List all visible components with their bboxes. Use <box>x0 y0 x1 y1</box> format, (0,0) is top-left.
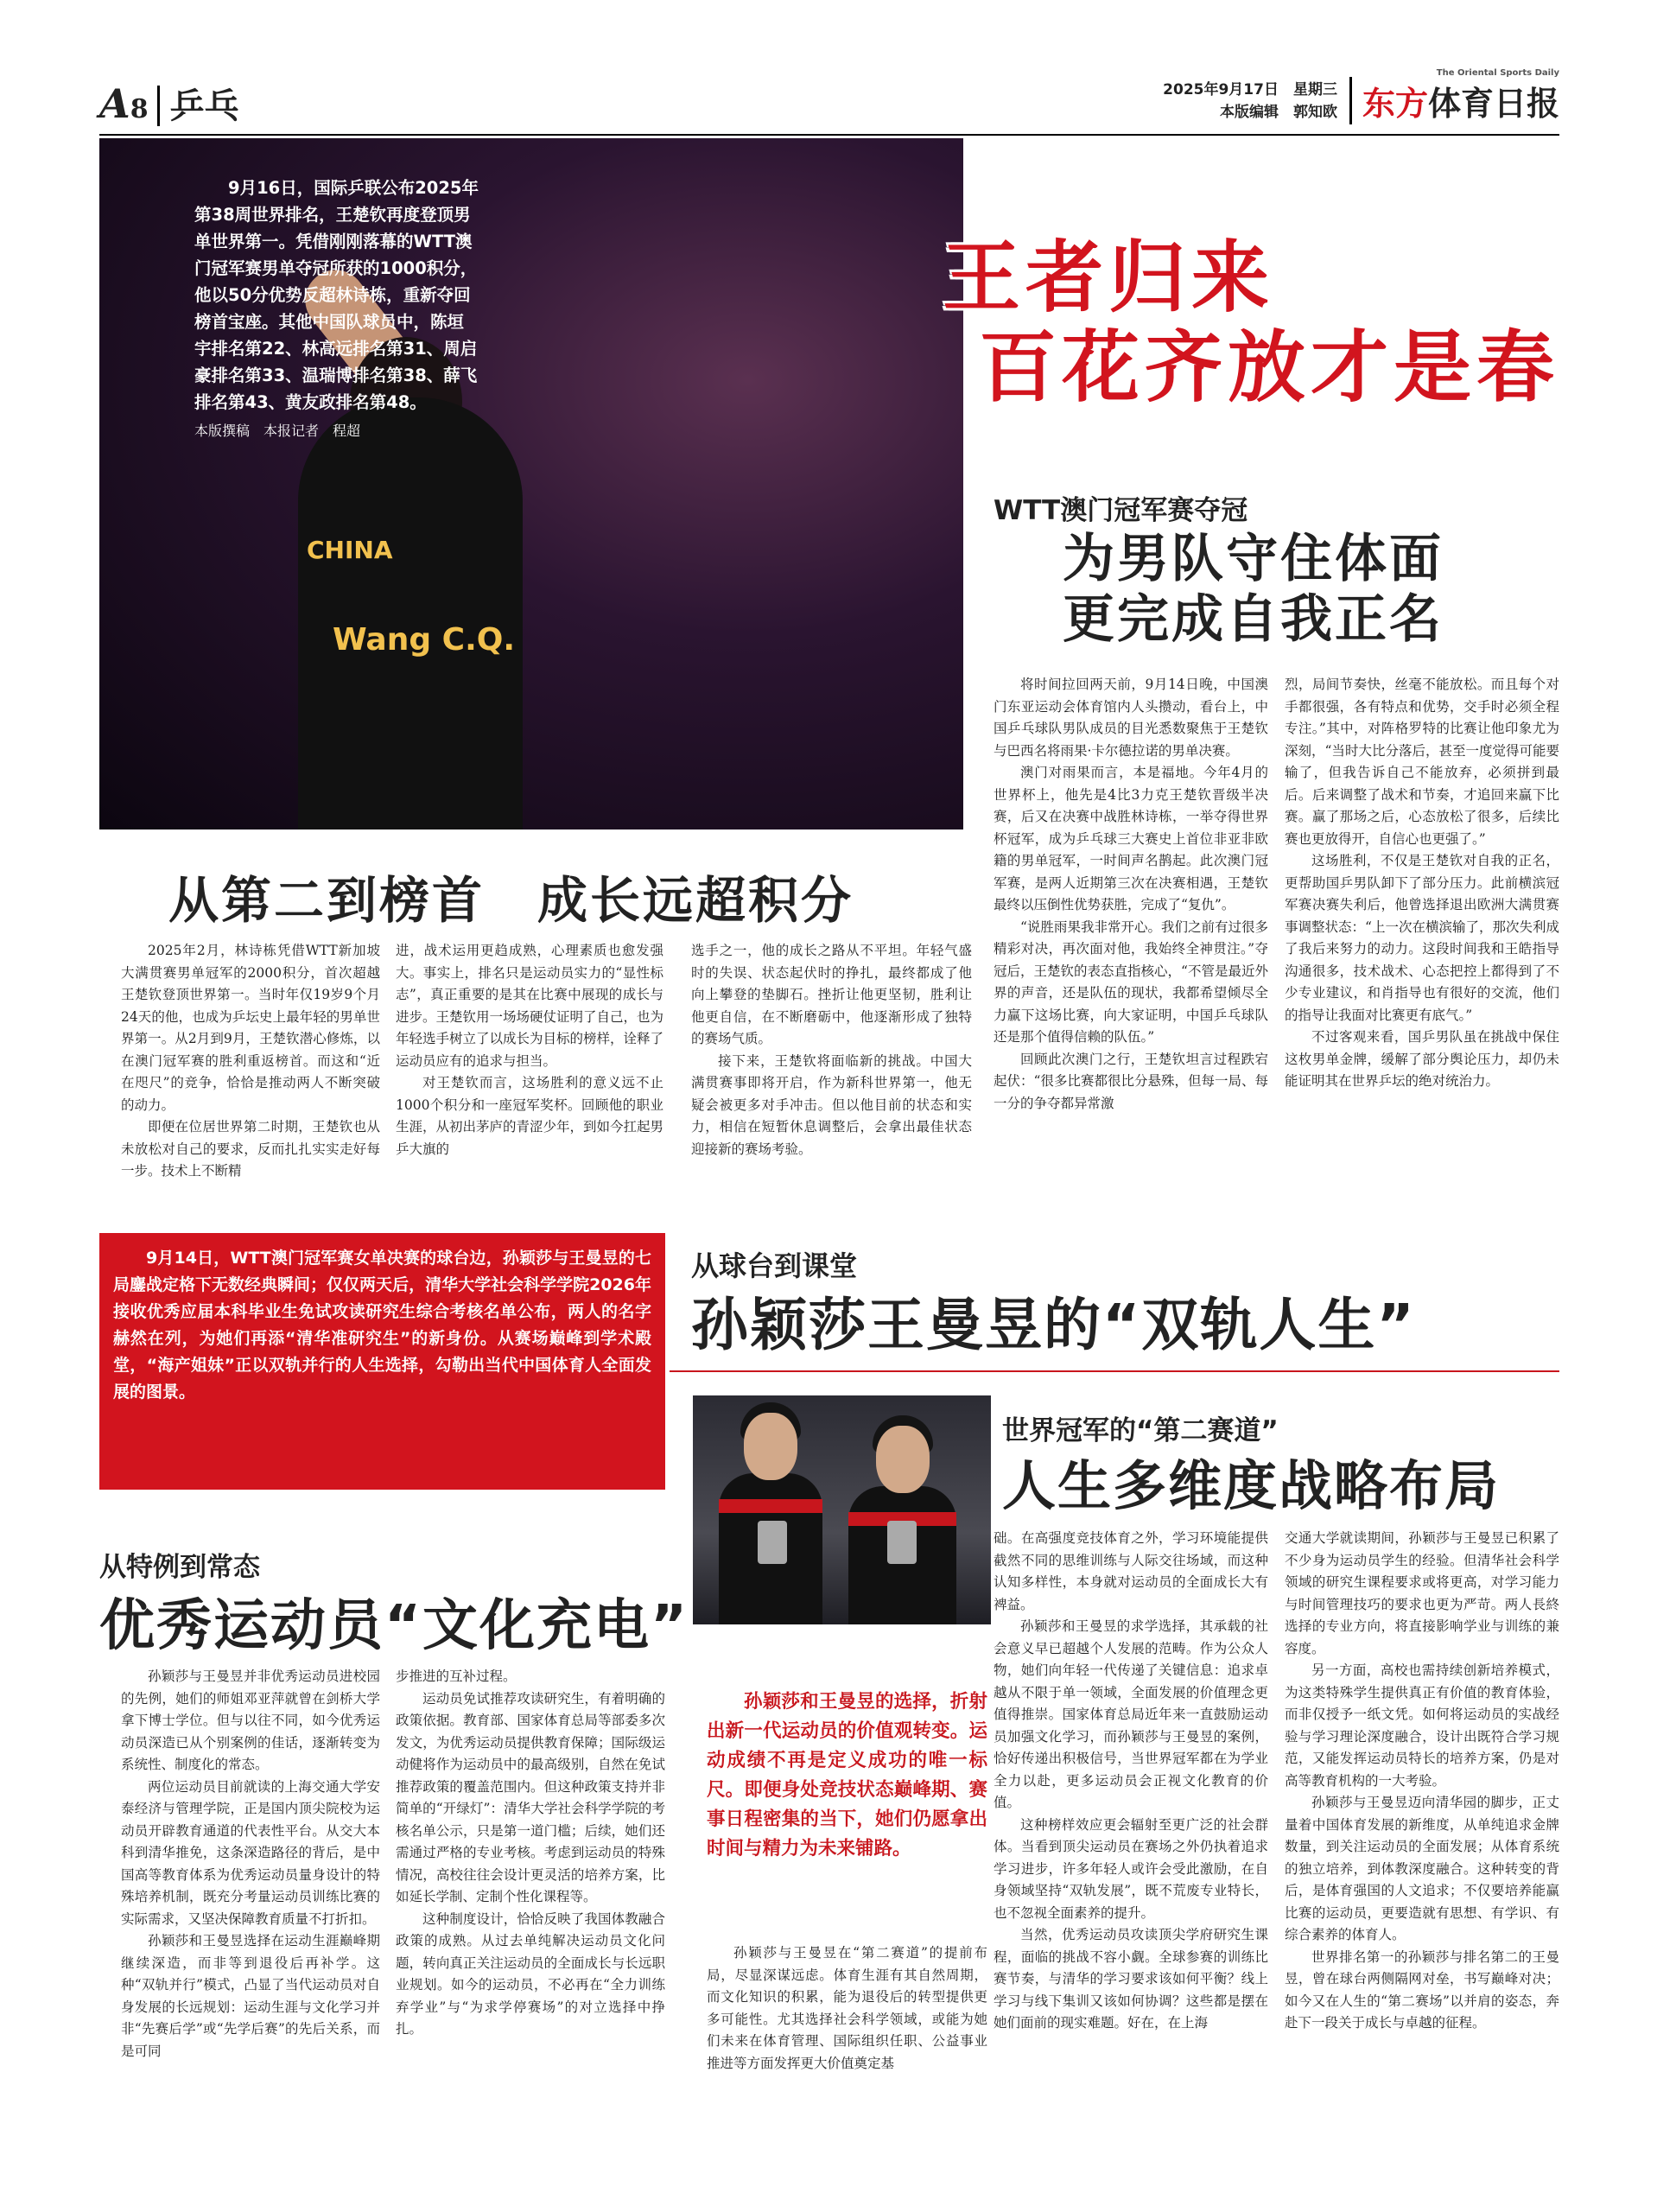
paragraph: 选手之一，他的成长之路从不平坦。年轻气盛时的失误、状态起伏时的挣扎，最终都成了他向上攀登的垫脚石。挫折让他更坚韧，胜利让他更自信，在不断磨砺中，他逐渐形成了独特的赛场气质。 <box>691 943 972 1046</box>
paragraph: 回顾此次澳门之行，王楚钦坦言过程跌宕起伏：“很多比赛都很比分悬殊，但每一局、每一分的争夺都异常激 <box>994 1051 1268 1111</box>
players-photo <box>693 1395 991 1624</box>
story3-kicker: 从球台到课堂 <box>691 1249 858 1282</box>
paragraph: 进，战术运用更趋成熟，心理素质也愈发强大。事实上，排名只是运动员实力的“显性标志”，真正重要的是其在比赛中展现的成长与进步。王楚钦用一场场硬仗证明了自己，也为年轻选手树立了以成长为目标的榜样，诠释了运动员应有的追求与担当。 <box>396 943 663 1069</box>
brand-red: 东方 <box>1362 84 1428 123</box>
photo-credit: 本版撰稿 本报记者 程超 <box>194 423 361 439</box>
paragraph: 交通大学就读期间，孙颖莎与王曼昱已积累了不少身为运动员学生的经验。但清华社会科学领域的研究生课程要求或将更高，对学习能力与时间管理技巧的要求也更为严苛。两人長終选择的专业方向，将直接影响学业与训练的兼容度。 <box>1285 1530 1559 1656</box>
paragraph: 对王楚钦而言，这场胜利的意义远不止1000个积分和一座冠军奖杯。回顾他的职业生涯，从初出茅庐的青涩少年，到如今扛起男乒大旗的 <box>396 1075 663 1157</box>
story4-title: 人生多维度战略布局 <box>1002 1454 1501 1517</box>
story1-column-1 <box>994 674 1268 1227</box>
intro-red-box: 9月14日，WTT澳门冠军赛女单决赛的球台边，孙颖莎与王曼昱的七局鏖战定格下无数经典瞬间；仅仅两天后，清华大学社会科学学院2026年接收优秀应届本科毕业生免试攻读研究生综合考核名单公布，两人的名字赫然在列，为她们再添“清华准研究生”的新身份。从赛场巅峰到学术殿堂，“海产姐妹”正以双轨并行的人生选择，勾勒出当代中国体育人全面发展的图景。 <box>99 1233 665 1490</box>
paragraph: “说胜雨果我非常开心。我们之前有过很多精彩对决，再次面对他，我始终全神贯注。”夺冠后，王楚钦的表态直指核心，“不管是最近外界的声音，还是队伍的现状，我都希望倾尽全力赢下这场比赛，向大家证明，中国乒乓球队还是那个值得信赖的队伍。” <box>994 918 1268 1045</box>
paragraph: 即便在位居世界第二时期，王楚钦也从未放松对自己的要求，反而扎扎实实走好每一步。技术上不断精 <box>121 1119 380 1179</box>
page-number: 8 <box>130 94 149 124</box>
paragraph: 运动员免试推荐攻读研究生，有着明确的政策依据。教育部、国家体育总局等部委多次发文，为优秀运动员提供教育保障；国际级运动健将作为运动员中的最高级别，自然在免试推荐政策的覆盖范围内。但这种政策支持并非简单的“开绿灯”：清华大学社会科学学院的考核名单公示，只是第一道门槛；后续，她们还需通过严格的专业考核。考虑到运动员的特殊情况，高校往往会设计更灵活的培养方案，比如延长学制、定制个性化课程等。 <box>396 1690 665 1904</box>
paragraph: 不过客观来看，国乒男队虽在挑战中保住这枚男单金牌，缓解了部分舆论压力，却仍未能证明其在世界乒坛的绝对统治力。 <box>1285 1029 1559 1089</box>
date-line: 2025年9月17日 星期三 <box>1163 80 1337 99</box>
page-letter: A <box>99 80 130 127</box>
photo-caption <box>194 175 479 444</box>
paragraph: 础。在高强度竞技体育之外，学习环境能提供截然不同的思维训练与人际交往场域，而这种认知多样性，本身就对运动员的全面成长大有裨益。 <box>994 1530 1268 1612</box>
headline-line-1: 王者归来 <box>943 232 1274 323</box>
paragraph: 两位运动员目前就读的上海交通大学安泰经济与管理学院，正是国内顶尖院校为运动员开辟教育通道的代表性平台。从交大本科到清华推免，这条深造路径的背后，是中国高等教育体系为优秀运动员量身设计的特殊培养机制，既充分考量运动员训练比赛的实际需求，又坚决保障教育质量不打折扣。 <box>121 1778 380 1927</box>
main-headline <box>808 233 1559 413</box>
caption-text: 9月16日，国际乒联公布2025年第38周世界排名，王楚钦再度登顶男单世界第一。凭借刚刚落幕的WTT澳门冠军赛男单夺冠所获的1000积分，他以50分优势反超林诗栋，重新夺回榜首宝座。其他中国队球员中，陈垣宇排名第22、林高远排名第31、周启豪排名第33、温瑞博排名第38、薛飞排名第43、黄友政排名第48。 <box>194 178 479 412</box>
paragraph: 孙颖莎和王曼昱的求学选择，其承载的社会意义早已超越个人发展的范畴。作为公众人物，她们向年轻一代传递了关键信息：追求卓越从不限于单一领域，全面发展的价值理念更值得推崇。国家体育总局近年来一直鼓励运动员加强文化学习，而孙颖莎与王曼昱的案例，恰好传递出积极信号，当世界冠军都在为学业全力以赴，更多运动员会正视文化教育的价值。 <box>994 1618 1268 1810</box>
story5-column-1 <box>121 1666 380 2184</box>
paragraph: 另一方面，高校也需持续创新培养模式，为这类特殊学生提供真正有价值的教育体验，而非仅授予一纸文凭。如何将运动员的实战经验与学习理论深度融合，设计出既符合学习规范，又能发挥运动员特长的培养方案，仍是对高等教育机构的一大考验。 <box>1285 1662 1559 1789</box>
story3-title: 孙颖莎王曼昱的“双轨人生” <box>691 1292 1416 1358</box>
jersey-country: CHINA <box>307 536 393 564</box>
paragraph: 烈，局间节奏快，丝毫不能放松。而且每个对手都很强，各有特点和优势，交手时必须全程专注。”其中，对阵格罗特的比赛让他印象尤为深刻，“当时大比分落后，甚至一度觉得可能要输了，但我告诉自己不能放弃，必须拼到最后。后来调整了战术和节奏，才追回来赢下比赛。赢了那场之后，心态放松了很多，后续比赛也更放得开，自信心也更强了。” <box>1285 677 1559 847</box>
story4-column-2 <box>994 1528 1268 2176</box>
paragraph: 接下来，王楚钦将面临新的挑战。中国大满贯赛事即将开启，作为新科世界第一，他无疑会被更多对手冲击。但以他目前的状态和实力，相信在短暂休息调整后，会拿出最佳状态迎接新的赛场考验。 <box>691 1052 972 1157</box>
header-meta <box>1163 79 1337 124</box>
section-divider <box>670 1370 1559 1372</box>
section-name: 乒乓 <box>157 86 239 126</box>
paragraph: 孙颖莎与王曼昱在“第二赛道”的提前布局，尽显深谋远虑。体育生涯有其自然周期，而文化知识的积累，能为退役后的转型提供更多可能性。尤其选择社会科学领域，或能为她们未来在体育管理、国际组织任职、公益事业推进等方面发挥更大价值奠定基 <box>707 1945 987 2071</box>
trophy-icon <box>758 1521 787 1564</box>
story5-title: 优秀运动员“文化充电” <box>99 1594 689 1658</box>
jersey-stripe <box>719 1499 822 1513</box>
paragraph: 将时间拉回两天前，9月14日晚，中国澳门东亚运动会体育馆内人头攒动，看台上，中国乒乓球队男队成员的目光悉数聚焦于王楚钦与巴西名将雨果·卡尔德拉诺的男单决赛。 <box>994 677 1268 759</box>
story1-kicker: WTT澳门冠军赛夺冠 <box>994 495 1248 526</box>
player-figure <box>298 397 523 830</box>
paragraph: 步推进的互补过程。 <box>396 1669 517 1684</box>
paragraph: 这场胜利，不仅是王楚钦对自我的正名，更帮助国乒男队卸下了部分压力。此前横滨冠军赛决赛失利后，他曾选择退出欧洲大满贯赛事调整状态：“上一次在横滨输了，那次失利成了我后来努力的动力。这段时间我和王皓指导沟通很多，技术战术、心态把控上都得到了不少专业建议，和肖指导也有很好的交流，他们的指导让我面对比赛更有底气。” <box>1285 853 1559 1023</box>
header-right <box>1163 68 1559 124</box>
story2-column-3 <box>691 940 972 1225</box>
jersey-name: Wang C.Q. <box>333 622 516 658</box>
brand-black: 体育日报 <box>1427 84 1559 123</box>
paragraph: 澳门对雨果而言，本是福地。今年4月的世界杯上，他先是4比3力克王楚钦晋级半决赛，后又在决赛中战胜林诗栋，一举夺得世界杯冠军，成为乒乓球三大赛史上首位非亚非欧籍的男单冠军，一时间声名鹊起。此次澳门冠军赛，是两人近期第三次在决赛相遇，王楚钦最终以压倒性优势获胜，完成了“复仇”。 <box>994 765 1268 912</box>
paragraph: 孙颖莎与王曼昱并非优秀运动员进校园的先例，她们的师姐邓亚萍就曾在剑桥大学拿下博士学位。但与以往不同，如今优秀运动员深造已从个别案例的佳话，逐渐转变为系统性、制度化的常态。 <box>121 1669 380 1772</box>
paragraph: 当然，优秀运动员攻读顶尖学府研究生课程，面临的挑战不容小觑。全球参赛的训练比赛节奏，与清华的学习要求该如何平衡？线上学习与线下集训又该如何协调？这些都是摆在她们面前的现实难题。好在，在上海 <box>994 1927 1268 2031</box>
story4-column-3 <box>1285 1528 1559 2176</box>
trophy-icon <box>887 1521 917 1564</box>
story1-title <box>1063 529 1444 650</box>
paragraph: 世界排名第一的孙颖莎与排名第二的王曼昱，曾在球台两侧隔网对垒，书写巅峰对决；如今又在人生的“第二赛场”以并肩的姿态，奔赴下一段关于成长与卓越的征程。 <box>1285 1948 1559 2031</box>
paragraph: 这种制度设计，恰恰反映了我国体教融合政策的成熟。从过去单纯解决运动员文化问题，转向真正关注运动员的全面成长与长远职业规划。如今的运动员，不必再在“全力训练弃学业”与“为求学停赛场”的对立选择中挣扎。 <box>396 1910 665 2037</box>
story1-title-line1: 为男队守住体面 <box>1063 529 1444 589</box>
page-identifier <box>99 79 239 128</box>
story2-title: 从第二到榜首 成长远超积分 <box>168 871 854 930</box>
masthead <box>99 68 1559 136</box>
story1-title-line2: 更完成自我正名 <box>1063 589 1444 650</box>
editor-line: 本版编辑 郭知欧 <box>1219 103 1337 121</box>
story5-kicker: 从特例到常态 <box>99 1552 260 1583</box>
paragraph: 2025年2月，林诗栋凭借WTT新加坡大满贯赛男单冠军的2000积分，首次超越王楚钦登顶世界第一。当时年仅19岁9个月24天的他，也成为乒坛史上最年轻的男单世界第一。从2月到9月，王楚钦潜心修炼，以在澳门冠军赛的胜利重返榜首。而这和“近在咫尺”的竞争，恰恰是推动两人不断突破的动力。 <box>121 943 380 1113</box>
brand-logo <box>1349 68 1559 124</box>
story2-column-2 <box>396 940 663 1225</box>
pull-quote: 孙颖莎和王曼昱的选择，折射出新一代运动员的价值观转变。运动成绩不再是定义成功的唯一标尺。即便身处竞技状态巅峰期、赛事日程密集的当下，她们仍愿拿出时间与精力为未来铺路。 <box>707 1691 987 1859</box>
story1-column-2 <box>1285 674 1559 1227</box>
paragraph: 这种榜样效应更会辐射至更广泛的社会群体。当看到顶尖运动员在赛场之外仍执着追求学习进步，许多年轻人或许会受此激励，在自身领域坚持“双轨发展”，既不荒废专业特长，也不忽视全面素养的提升。 <box>994 1816 1268 1921</box>
headline-line-2: 百花齐放才是春 <box>979 322 1559 413</box>
story4-kicker: 世界冠军的“第二赛道” <box>1002 1415 1279 1446</box>
story5-column-2 <box>396 1666 665 2184</box>
face <box>876 1426 930 1493</box>
face <box>744 1413 797 1480</box>
paragraph: 孙颖莎和王曼昱选择在运动生涯巅峰期继续深造，而非等到退役后再补学。这种“双轨并行”模式，凸显了当代运动员对自身发展的长远规划：运动生涯与文化学习并非“先赛后学”或“先学后赛”的先后关系，而是可同 <box>121 1933 380 2059</box>
brand-english: The Oriental Sports Daily <box>1436 68 1559 78</box>
story4-column-1 <box>707 1942 987 2176</box>
story2-column-1 <box>121 940 380 1225</box>
paragraph: 孙颖莎与王曼昱迈向清华园的脚步，正丈量着中国体育发展的新维度，从单纯追求金牌数量，到关注运动员的全面发展；从体育系统的独立培养，到体教深度融合。这种转变的背后，是体育强国的人文追求；不仅要培养能赢比赛的运动员，更要造就有思想、有学识、有综合素养的体育人。 <box>1285 1795 1559 1942</box>
